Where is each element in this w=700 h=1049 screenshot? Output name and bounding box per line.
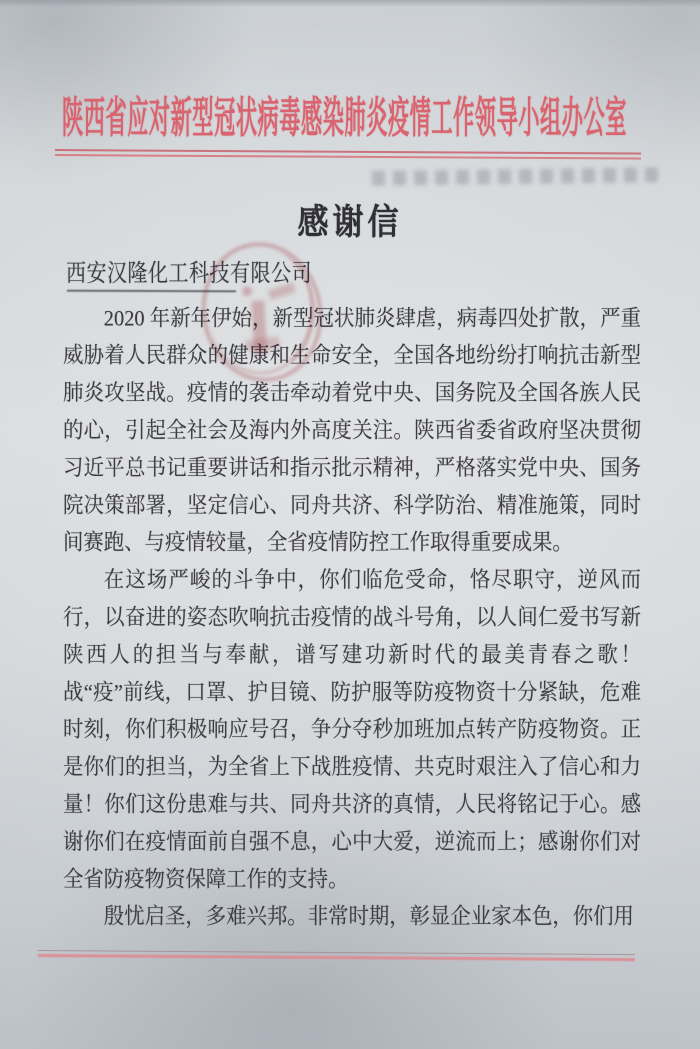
photo-edge-shadow — [0, 0, 700, 7]
recipient-name: 西安汉隆化工科技有限公司 — [66, 261, 312, 288]
body-paragraph: 在这场严峻的斗争中，你们临危受命，恪尽职守，逆风而行，以奋进的姿态吹响抗击疫情的战斗号角，以人间仁爱书写新陕西人的担当与奉献，谱写建功新时代的最美青春之歌！战“疫”前线，口罩、护目镜、防护服等防疫物资十分紧缺，危难时刻，你们积极响应号召，争分夺秒加班加点转产防疫物资。正是你们的担当，为全省上下战胜疫情、共克时艰注入了信心和力量！你们这份患难与共、同舟共济的真情，人民将铭记于心。感谢你们在疫情面前自强不息，心中大爱，逆流而上；感谢你们对全省防疫物资保障工作的支持。 — [63, 568, 641, 892]
body-paragraph: 2020 年新年伊始，新型冠状肺炎肆虐，病毒四处扩散，严重威胁着人民群众的健康和生命安全，全国各地纷纷打响抗击新型肺炎攻坚战。疫情的袭击牵动着党中央、国务院及全国各族人民的心，引起全社会及海内外高度关注。陕西省委省政府坚决贯彻习近平总书记重要讲话和指示批示精神，严格落实党中央、国务院决策部署，坚定信心、同舟共济、科学防治、精准施策，同时间赛跑、与疫情较量，全省疫情防控工作取得重要成果。 — [63, 306, 641, 556]
show-through-text — [372, 167, 660, 186]
letterhead-rule-bottom — [55, 154, 641, 160]
footer-rule — [38, 950, 635, 961]
body-paragraph: 殷忧启圣，多难兴邦。非常时期，彰显企业家本色，你们用 — [103, 905, 634, 930]
document-title: 感谢信 — [297, 202, 403, 243]
letterhead-double-rule — [55, 149, 641, 160]
letter-body — [63, 300, 641, 936]
footer-rule-bottom — [38, 954, 635, 961]
recipient-underline — [67, 290, 236, 293]
letterhead-issuer: 陕西省应对新型冠状病毒感染肺炎疫情工作领导小组办公室 — [62, 93, 627, 143]
